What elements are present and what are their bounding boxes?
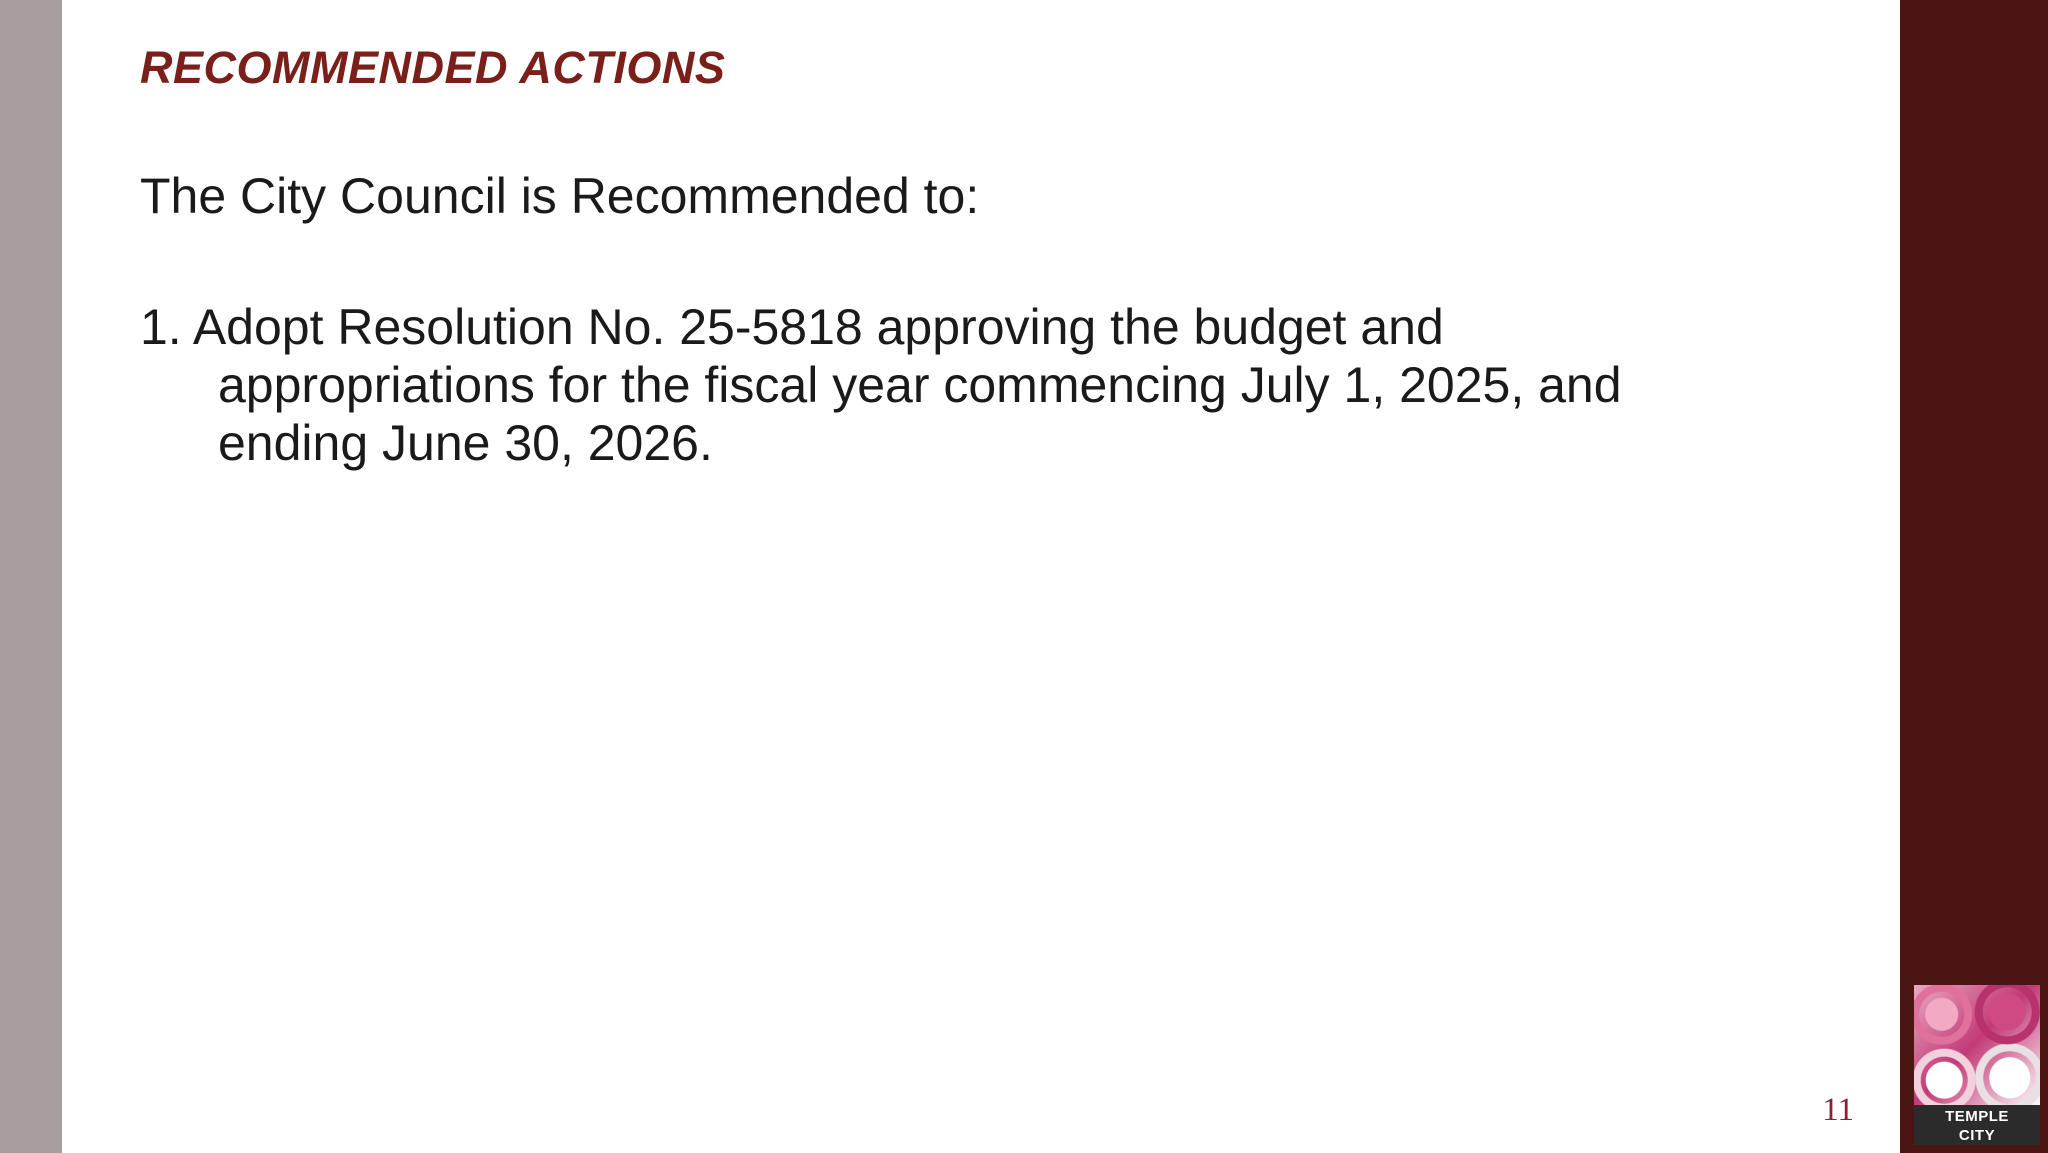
right-accent-band <box>1900 0 2048 1153</box>
list-item: 1. Adopt Resolution No. 25-5818 approving the budget and appropriations for the fiscal year commencing July 1, 2025, and ending June 30, 2026. <box>140 298 1622 471</box>
left-accent-band <box>0 0 62 1153</box>
logo-label-line1: TEMPLE <box>1945 1108 2009 1125</box>
body-text-block <box>140 168 1780 472</box>
page-title: RECOMMENDED ACTIONS <box>140 42 726 93</box>
rose-emblem-icon <box>1914 985 2040 1107</box>
page-number: 11 <box>1822 1092 1854 1128</box>
logo-label-line2: CITY <box>1958 1127 1996 1144</box>
lead-line: The City Council is Recommended to: <box>140 168 980 224</box>
temple-city-logo <box>1914 985 2040 1145</box>
slide-content <box>62 0 1900 1153</box>
logo-label <box>1914 1105 2040 1145</box>
left-accent-band-inner <box>40 0 62 1153</box>
